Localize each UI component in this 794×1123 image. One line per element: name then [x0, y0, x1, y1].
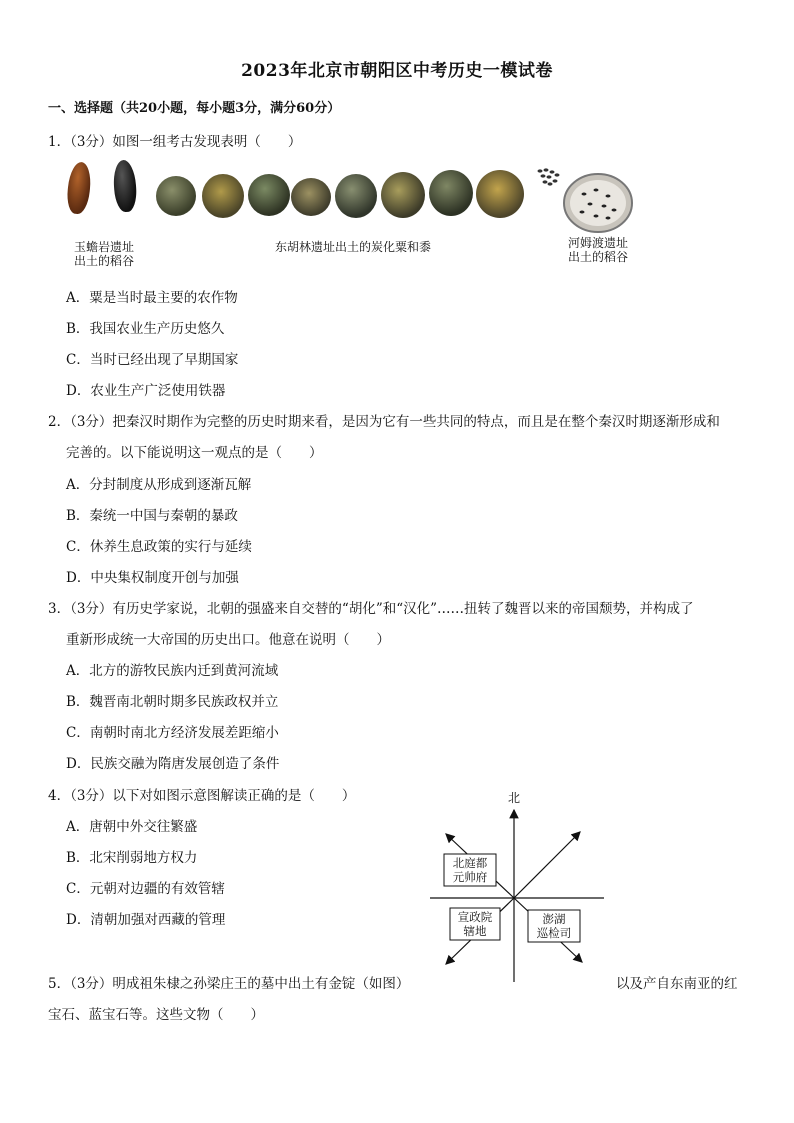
question-2-stem: 2．（3分）把秦汉时期作为完整的历史时期来看，是因为它有一些共同的特点，而且是在整个秦汉时期逐渐形成和 — [48, 414, 720, 430]
question-2-option-d[interactable]: D．中央集权制度开创与加强 — [66, 570, 239, 586]
question-3-option-d[interactable]: D．民族交融为隋唐发展创造了条件 — [66, 756, 280, 772]
box-penghu-line2: 巡检司 — [536, 926, 572, 940]
rice-grain-image — [65, 161, 92, 215]
question-1-option-d[interactable]: D．农业生产广泛使用铁器 — [66, 383, 226, 399]
question-4-option-b[interactable]: B．北宋削弱地方权力 — [66, 850, 198, 866]
question-5-stem-tail: 以及产自东南亚的红 — [616, 976, 738, 992]
section-heading: 一、选择题（共20小题，每小题3分，满分60分） — [48, 101, 341, 116]
question-4-stem: 4．（3分）以下对如图示意图解读正确的是（ ） — [48, 788, 356, 804]
question-3-option-a[interactable]: A．北方的游牧民族内迁到黄河流域 — [66, 663, 279, 679]
question-1-option-c[interactable]: C．当时已经出现了早期国家 — [66, 352, 239, 368]
question-2-option-c[interactable]: C．休养生息政策的实行与延续 — [66, 539, 252, 555]
box-xuanzhengyuan-line2: 辖地 — [463, 924, 487, 938]
question-3-option-c[interactable]: C．南朝时南北方经济发展差距缩小 — [66, 725, 279, 741]
rice-seeds-image — [536, 166, 562, 188]
question-1-stem: 1．（3分）如图一组考古发现表明（ ） — [48, 134, 302, 150]
question-4-diagram — [428, 786, 612, 986]
dish-with-rice-image — [562, 172, 634, 234]
question-5-stem: 5．（3分）明成祖朱棣之孙梁庄王的墓中出土有金锭（如图） — [48, 976, 410, 992]
question-1-option-a[interactable]: A．粟是当时最主要的农作物 — [66, 290, 238, 306]
box-xuanzhengyuan-line1: 宣政院 — [457, 910, 493, 924]
millet-grain-image — [429, 170, 473, 216]
rice-grain-image — [112, 159, 138, 212]
question-2-stem-cont: 完善的。以下能说明这一观点的是（ ） — [66, 445, 323, 461]
millet-grain-image — [381, 172, 425, 218]
question-1-option-b[interactable]: B．我国农业生产历史悠久 — [66, 321, 225, 337]
question-2-option-a[interactable]: A．分封制度从形成到逐渐瓦解 — [66, 477, 252, 493]
millet-grain-image — [476, 170, 524, 218]
question-5-stem-cont: 宝石、蓝宝石等。这些文物（ ） — [48, 1007, 264, 1023]
millet-grain-image — [202, 174, 244, 218]
question-3-option-b[interactable]: B．魏晋南北朝时期多民族政权并立 — [66, 694, 279, 710]
caption-hemudu: 河姆渡遗址 出土的稻谷 — [567, 236, 628, 264]
arrow-northeast — [514, 832, 580, 898]
question-3-stem-cont: 重新形成统一大帝国的历史出口。他意在说明（ ） — [66, 632, 390, 648]
box-beiting-line2: 元帅府 — [452, 870, 488, 884]
millet-grain-image — [248, 174, 290, 216]
question-3-stem: 3．（3分）有历史学家说，北朝的强盛来自交替的“胡化”和“汉化”……扭转了魏晋以来的帝国颓势，并构成了 — [48, 601, 694, 617]
millet-grain-image — [156, 176, 196, 216]
millet-grain-image — [291, 178, 331, 216]
box-beiting-line1: 北庭都 — [452, 856, 488, 870]
caption-donghulin: 东胡林遗址出土的炭化粟和黍 — [274, 240, 431, 254]
question-4-option-a[interactable]: A．唐朝中外交往繁盛 — [66, 819, 198, 835]
exam-title: 2023年北京市朝阳区中考历史一模试卷 — [241, 61, 553, 81]
north-label: 北 — [507, 791, 521, 805]
box-penghu-line1: 澎湖 — [542, 912, 566, 926]
millet-grain-image — [335, 174, 377, 218]
question-2-option-b[interactable]: B．秦统一中国与秦朝的暴政 — [66, 508, 238, 524]
question-4-option-d[interactable]: D．清朝加强对西藏的管理 — [66, 912, 226, 928]
question-4-option-c[interactable]: C．元朝对边疆的有效管辖 — [66, 881, 225, 897]
question-1-figure — [58, 158, 658, 274]
caption-yuchanyan: 玉蟾岩遗址 出土的稻谷 — [73, 240, 134, 268]
